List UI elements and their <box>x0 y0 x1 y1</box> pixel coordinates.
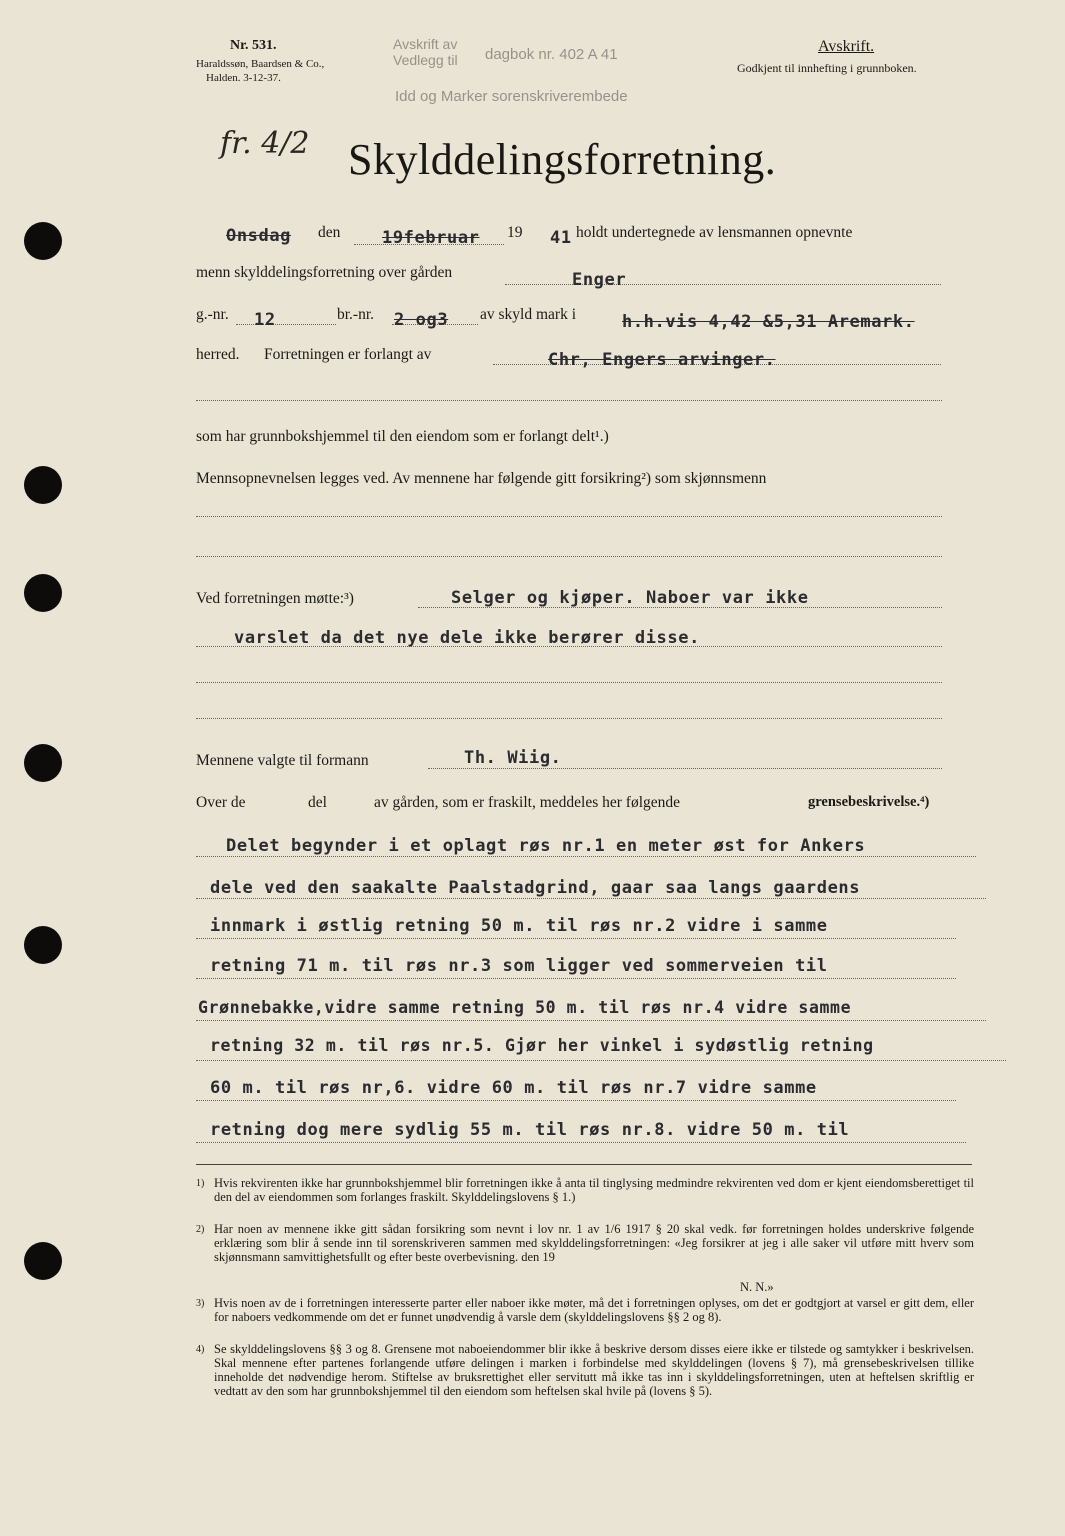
binding-hole <box>24 466 62 504</box>
footnote-text: Har noen av mennene ikke gitt sådan forsikring som nevnt i lov nr. 1 av 1/6 1917 § 20 skal vedk. før forretningen holdes underskrive følgende erklæring som blir å sende inn til sorenskriveren sammen med skylddelingsforretningen: «Jeg forsikrer at jeg i alle saker vil utføre mitt hverv som skjønnsmann samvittighetsfullt og efter beste overbevisning. den 19 <box>214 1222 974 1264</box>
text-line: som har grunnbokshjemmel til den eiendom som er forlangt delt¹.) <box>196 428 609 445</box>
text-line: Forretningen er forlangt av <box>264 346 432 363</box>
description-line: Grønnebakke,vidre samme retning 50 m. til røs nr.4 vidre samme <box>198 998 852 1017</box>
gnr-label: g.-nr. <box>196 306 229 323</box>
form-number: Nr. 531. <box>230 38 277 53</box>
text-line: Over de <box>196 794 246 811</box>
herred-label: herred. <box>196 346 240 363</box>
footnote-signature: N. N.» <box>740 1280 774 1294</box>
boundary-heading: grensebeskrivelse.⁴) <box>808 794 930 810</box>
binding-hole <box>24 926 62 964</box>
attendance-value: varslet da det nye dele ikke berører disse. <box>234 628 700 648</box>
year-value: 41 <box>550 228 572 248</box>
description-line: retning dog mere sydlig 55 m. til røs nr.8. vidre 50 m. til <box>210 1120 850 1140</box>
chairman-value: Th. Wiig. <box>464 748 562 768</box>
chairman-label: Mennene valgte til formann <box>196 752 369 769</box>
avskrift-label: Avskrift. <box>818 38 875 55</box>
dagbok-stamp: dagbok nr. 402 A 41 <box>485 46 618 63</box>
footnote-text: Hvis noen av de i forretningen interesserte parter eller naboer ikke møter, må det i forretningen oplyses, om det er godtgjort at varsel er gitt dem, eller for naboers vedkommende om det er funnet unødvendig å varsle dem (skylddelingslovens §§ 2 og 8). <box>214 1296 974 1324</box>
skyld-value: h.h.vis 4,42 &5,31 Aremark. <box>622 312 915 332</box>
attendance-value: Selger og kjøper. Naboer var ikke <box>451 588 809 608</box>
stamp-line: Idd og Marker sorenskriverembede <box>395 88 628 105</box>
skyld-label: av skyld mark i <box>480 306 576 323</box>
text-line: Mennsopnevnelsen legges ved. Av mennene har følgende gitt forsikring²) som skjønnsmenn <box>196 470 767 487</box>
brnr-value: 2 og3 <box>394 310 449 330</box>
description-line: retning 71 m. til røs nr.3 som ligger ved sommerveien til <box>210 956 828 976</box>
publisher-line: Halden. 3-12-37. <box>206 72 281 84</box>
description-line: dele ved den saakalte Paalstadgrind, gaar saa langs gaardens <box>210 878 861 898</box>
requester-value: Chr, Engers arvinger. <box>548 350 776 370</box>
brnr-label: br.-nr. <box>337 306 375 323</box>
footnote-number: 3) <box>196 1298 205 1309</box>
footnote-number: 4) <box>196 1344 205 1355</box>
footnote-number: 1) <box>196 1178 205 1189</box>
footnote-number: 2) <box>196 1224 205 1235</box>
text-line: del <box>308 794 327 811</box>
footnote-text: Hvis rekvirenten ikke har grunnbokshjemmel blir forretningen ikke å anta til tinglysing medmindre rekvirenten ved dom er kjent eiendomsberettiget til den del av eiendommen som forlanges fraskilt. Skylddelingslovens § 1.) <box>214 1176 974 1204</box>
text-line: holdt undertegnede av lensmannen opnevnte <box>576 224 853 241</box>
stamp-line: Vedlegg til <box>393 52 458 68</box>
publisher-line: Haraldssøn, Baardsen & Co., <box>196 58 325 70</box>
text-line: menn skylddelingsforretning over gården <box>196 264 453 281</box>
den-label: den <box>318 224 341 241</box>
approval-note: Godkjent til innhefting i grunnboken. <box>737 61 917 75</box>
description-line: innmark i østlig retning 50 m. til røs nr.2 vidre i samme <box>210 916 828 936</box>
binding-hole <box>24 1242 62 1280</box>
year-prefix: 19 <box>507 224 523 241</box>
weekday-value: Onsdag <box>226 226 292 246</box>
binding-hole <box>24 574 62 612</box>
binding-hole <box>24 222 62 260</box>
date-value: 19februar <box>382 228 480 248</box>
description-line: 60 m. til røs nr,6. vidre 60 m. til røs nr.7 vidre samme <box>210 1078 817 1098</box>
description-line: Delet begynder i et oplagt røs nr.1 en meter øst for Ankers <box>226 836 866 856</box>
text-line: av gården, som er fraskilt, meddeles her følgende <box>374 794 681 811</box>
footnote-text: Se skylddelingslovens §§ 3 og 8. Grensene mot naboeiendommer blir ikke å beskrive dersom disses eiere ikke er tilstede og samtykker i beskrivelsen. Skal mennene efter partenes forlangende utføre delingen i marken i forbindelse med skylddelingen (lovens § 7), må grensebeskrivelsen tillike inneholde det nødvendige herom. Stiftelse av bruksrettighet eller servitutt må ikke tas inn i skylddelingsforretningen, uten at heftelsen skriftlig er vedtatt av den som har grunnbokshjemmel til den eiendom som heftelsen skal hvile på (lovens § 5). <box>214 1342 974 1398</box>
handwritten-reference: fr. 4/2 <box>220 126 310 161</box>
attendance-label: Ved forretningen møtte:³) <box>196 590 354 607</box>
binding-hole <box>24 744 62 782</box>
farm-name: Enger <box>572 270 627 290</box>
description-line: retning 32 m. til røs nr.5. Gjør her vinkel i sydøstlig retning <box>210 1036 874 1055</box>
page-title: Skylddelingsforretning. <box>348 135 777 184</box>
gnr-value: 12 <box>254 310 276 330</box>
stamp-line: Avskrift av <box>393 36 458 52</box>
